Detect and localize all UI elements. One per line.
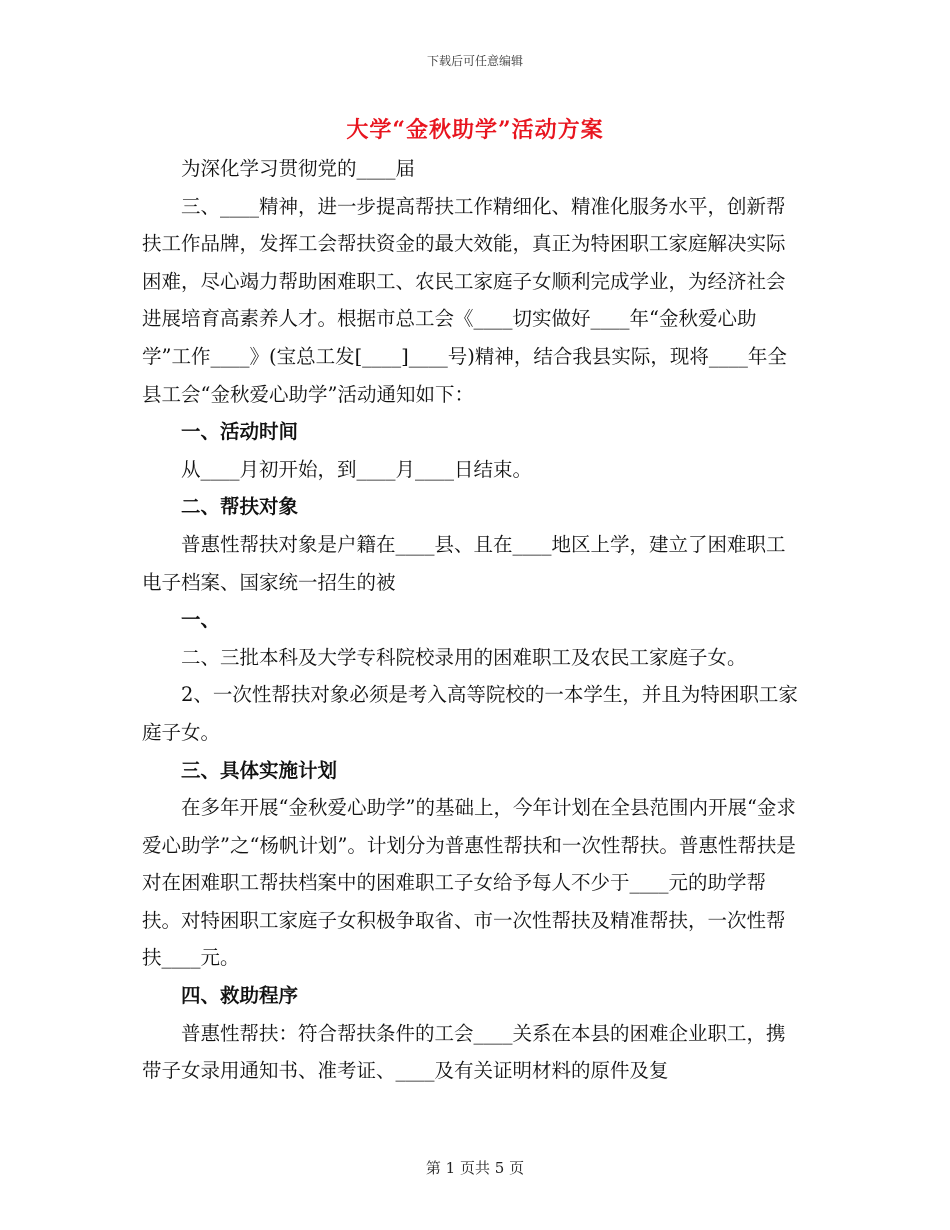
section-heading-plan: 三、具体实施计划 bbox=[181, 758, 338, 782]
section-heading-one: 一、 bbox=[181, 608, 221, 632]
paragraph-intro: 为深化学习贯彻党的____届 bbox=[181, 157, 416, 180]
page-title: 大学“金秋助学”活动方案 bbox=[346, 117, 604, 143]
paragraph-purpose: 三、____精神，进一步提高帮扶工作精细化、精准化服务水平，创新帮扶工作品牌，发挥工会帮扶资金的最大效能，真正为特困职工家庭解决实际困难，尽心竭力帮助困难职工、农民工家庭子女顺利完成学业，为经济社会进展培育高素养人才。根据市总工会《____切实做好____年“金秋爱心助学”工作____》(宝总工发[____]____号)精神，结合我县实际，现将____年全县工会“金秋爱心助学”活动通知如下： bbox=[142, 194, 787, 406]
paragraph-targets-cont: 二、三批本科及大学专科院校录用的困难职工及农民工家庭子女。 bbox=[181, 645, 747, 669]
header-note: 下载后可任意编辑 bbox=[426, 54, 523, 68]
section-heading-time: 一、活动时间 bbox=[181, 420, 299, 444]
paragraph-targets: 普惠性帮扶对象是户籍在____县、且在____地区上学，建立了困难职工电子档案、国家统一招生的被 bbox=[142, 532, 786, 594]
section-heading-targets: 二、帮扶对象 bbox=[181, 495, 299, 519]
paragraph-plan: 在多年开展“金秋爱心助学”的基础上，今年计划在全县范围内开展“金求爱心助学”之“杨帆计划”。计划分为普惠性帮扶和一次性帮扶。普惠性帮扶是对在困难职工帮扶档案中的困难职工子女给予每人不少于____元的助学帮扶。对特困职工家庭子女积极争取省、市一次性帮扶及精准帮扶，一次性帮扶____元。 bbox=[142, 796, 796, 970]
paragraph-one-time-targets: 2、一次性帮扶对象必须是考入高等院校的一本学生，并且为特困职工家庭子女。 bbox=[142, 683, 798, 744]
paragraph-procedure: 普惠性帮扶：符合帮扶条件的工会____关系在本县的困难企业职工，携带子女录用通知书、准考证、____及有关证明材料的原件及复 bbox=[142, 1021, 786, 1083]
section-heading-procedure: 四、救助程序 bbox=[181, 984, 299, 1008]
paragraph-time: 从____月初开始，到____月____日结束。 bbox=[181, 457, 533, 481]
page-footer: 第 1 页共 5 页 bbox=[425, 1159, 525, 1177]
document-body bbox=[142, 150, 802, 1090]
